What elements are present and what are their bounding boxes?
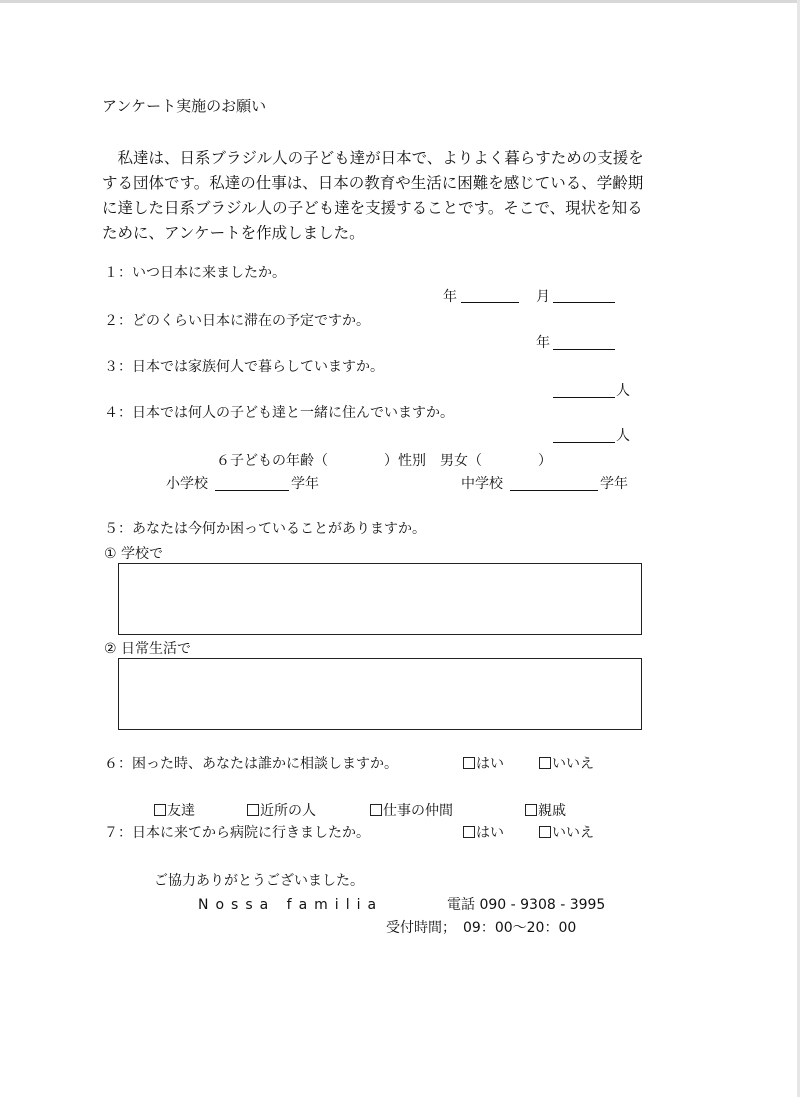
question-6: ６：困った時、あなたは誰かに相談しますか。 <box>104 756 398 772</box>
q6-neighbor-label: 近所の人 <box>260 803 316 819</box>
question-5: ５：あなたは今何か困っていることがありますか。 <box>104 521 426 537</box>
question-1: １：いつ日本に来ましたか。 <box>104 265 286 281</box>
q1-month-label: 月 <box>536 289 550 305</box>
question-2: ２：どのくらい日本に滞在の予定ですか。 <box>104 313 370 329</box>
question-4: ４：日本では何人の子ども達と一緒に住んでいますか。 <box>104 405 454 421</box>
q4-unit-label: 人 <box>616 428 630 444</box>
q6-friend-label: 友達 <box>167 803 195 819</box>
intro-line-3: に達した日系ブラジル人の子ども達を支援することです。そこで、現状を知る <box>102 199 643 217</box>
q4-middle-blank[interactable] <box>510 490 598 491</box>
q6-yes-label: はい <box>476 756 504 772</box>
q5-daily-answer-box[interactable] <box>118 658 642 730</box>
q5-daily-label: ② 日常生活で <box>104 641 192 657</box>
q2-year-label: 年 <box>536 335 550 351</box>
checkbox-icon[interactable] <box>463 757 475 769</box>
q3-count-blank[interactable] <box>553 397 615 398</box>
q5-school-answer-box[interactable] <box>118 563 642 635</box>
q5-school-label: ① 学校で <box>104 546 164 562</box>
checkbox-icon[interactable] <box>525 804 537 816</box>
question-3: ３：日本では家族何人で暮らしていますか。 <box>104 359 384 375</box>
q7-yes-option[interactable] <box>463 824 504 842</box>
phone-number: 電話 090 - 9308 - 3995 <box>447 897 606 913</box>
checkbox-icon[interactable] <box>463 826 475 838</box>
q6-relative-label: 親戚 <box>538 803 566 819</box>
q4-age-gender-row: ６子どもの年齢（ ）性別 男女（ ） <box>216 453 552 469</box>
q4-count-blank[interactable] <box>553 442 615 443</box>
intro-line-1: 私達は、日系ブラジル人の子ども達が日本で、よりよく暮らすための支援を <box>102 149 644 167</box>
q7-yes-label: はい <box>476 825 504 841</box>
intro-line-4: ために、アンケートを作成しました。 <box>102 224 365 242</box>
q2-year-blank[interactable] <box>553 349 615 350</box>
checkbox-icon[interactable] <box>539 826 551 838</box>
organization-name: Nossa familia <box>198 897 384 913</box>
q1-month-blank[interactable] <box>553 302 615 303</box>
q1-year-blank[interactable] <box>461 302 519 303</box>
q6-relative-option[interactable] <box>525 802 566 820</box>
checkbox-icon[interactable] <box>539 757 551 769</box>
page-top-edge <box>0 0 800 3</box>
q6-coworker-label: 仕事の仲間 <box>383 803 453 819</box>
q3-unit-label: 人 <box>616 383 630 399</box>
q1-year-label: 年 <box>443 289 457 305</box>
thanks-message: ご協力ありがとうございました。 <box>154 873 364 889</box>
q4-elementary-label: 小学校 <box>166 476 208 492</box>
q4-elementary-grade-label: 学年 <box>291 476 319 492</box>
q7-no-option[interactable] <box>539 824 594 842</box>
q6-coworker-option[interactable] <box>370 802 453 820</box>
q6-neighbor-option[interactable] <box>247 802 316 820</box>
q6-yes-option[interactable] <box>463 755 504 773</box>
checkbox-icon[interactable] <box>247 804 259 816</box>
q4-middle-label: 中学校 <box>461 476 503 492</box>
reception-hours: 受付時間； 09：00～20：00 <box>386 920 577 936</box>
checkbox-icon[interactable] <box>370 804 382 816</box>
document-title: アンケート実施のお願い <box>102 97 267 115</box>
q6-friend-option[interactable] <box>154 802 195 820</box>
q4-elementary-blank[interactable] <box>215 490 289 491</box>
intro-line-2: する団体です。私達の仕事は、日本の教育や生活に困難を感じている、学齢期 <box>102 174 644 192</box>
question-7: ７：日本に来てから病院に行きましたか。 <box>104 825 370 841</box>
q6-no-option[interactable] <box>539 755 594 773</box>
q4-middle-grade-label: 学年 <box>600 476 628 492</box>
checkbox-icon[interactable] <box>154 804 166 816</box>
q7-no-label: いいえ <box>552 825 594 841</box>
q6-no-label: いいえ <box>552 756 594 772</box>
